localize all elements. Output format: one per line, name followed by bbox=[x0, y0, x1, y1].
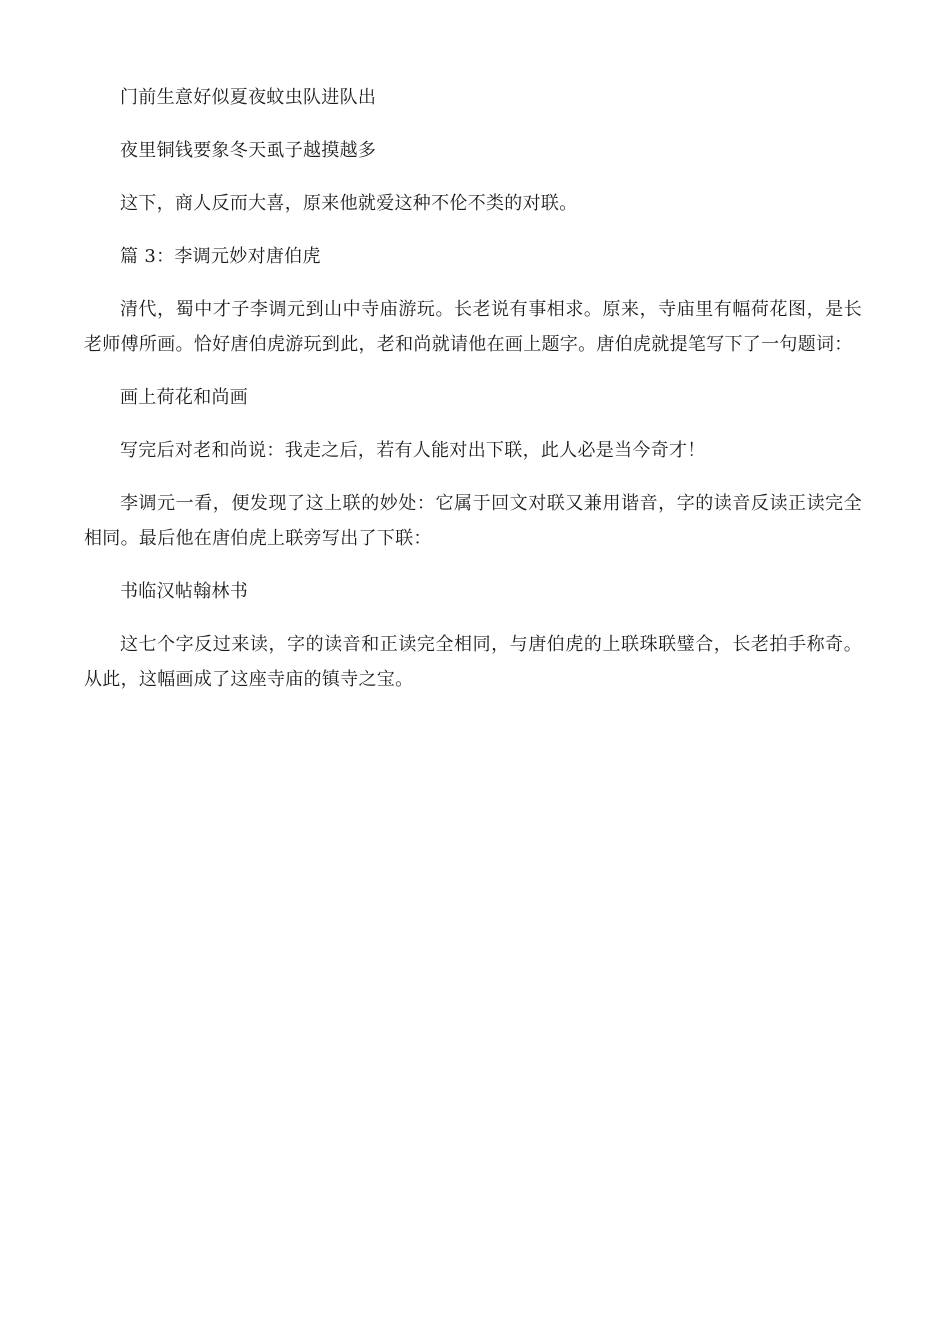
couplet-lower-line: 书临汉帖翰林书 bbox=[120, 581, 249, 602]
document-body bbox=[84, 80, 862, 715]
paragraph: 这下，商人反而大喜，原来他就爱这种不伦不类的对联。 bbox=[120, 193, 578, 214]
section-heading: 篇 3：李调元妙对唐伯虎 bbox=[120, 246, 321, 267]
paragraph: 写完后对老和尚说：我走之后，若有人能对出下联，此人必是当今奇才！ bbox=[120, 440, 706, 461]
paragraph: 这七个字反过来读，字的读音和正读完全相同，与唐伯虎的上联珠联璧合，长老拍手称奇。从此，这幅画成了这座寺庙的镇寺之宝。 bbox=[84, 634, 862, 690]
couplet-line-lower: 夜里铜钱要象冬天虱子越摸越多 bbox=[120, 140, 377, 161]
couplet-upper-line: 画上荷花和尚画 bbox=[120, 387, 249, 408]
couplet-line-upper: 门前生意好似夏夜蚊虫队进队出 bbox=[120, 87, 377, 108]
paragraph: 清代，蜀中才子李调元到山中寺庙游玩。长老说有事相求。原来，寺庙里有幅荷花图，是长老师傅所画。恰好唐伯虎游玩到此，老和尚就请他在画上题字。唐伯虎就提笔写下了一句题词： bbox=[84, 299, 862, 355]
paragraph: 李调元一看，便发现了这上联的妙处：它属于回文对联又兼用谐音，字的读音反读正读完全相同。最后他在唐伯虎上联旁写出了下联： bbox=[84, 493, 862, 549]
